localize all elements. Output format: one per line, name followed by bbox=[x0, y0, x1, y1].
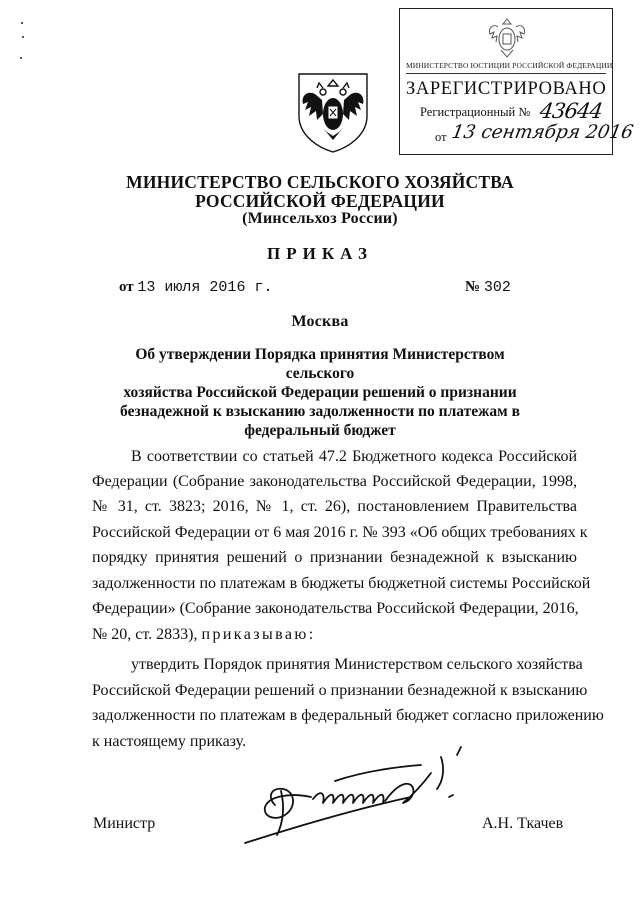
stamp-divider bbox=[406, 73, 606, 74]
order-subject bbox=[104, 345, 536, 440]
ministry-short-name: (Минсельхоз России) bbox=[242, 210, 398, 227]
body-line: В соответствии со статьей 47.2 Бюджетного кодекса Российской bbox=[131, 448, 577, 465]
stamp-reg-number: 43644 bbox=[538, 99, 604, 123]
body-line: Российской Федерации от 6 мая 2016 г. № 393 «Об общих требованиях к bbox=[92, 524, 588, 541]
stamp-registered: ЗАРЕГИСТРИРОВАНО bbox=[406, 79, 607, 99]
stamp-emblem-icon bbox=[485, 15, 529, 61]
order-number-prefix: № bbox=[465, 279, 481, 295]
order-date: 13 июля 2016 г. bbox=[137, 279, 273, 296]
ministry-name-line1: МИНИСТЕРСТВО СЕЛЬСКОГО ХОЗЯЙСТВА bbox=[126, 172, 514, 192]
subject-line: хозяйства Российской Федерации решений о признании bbox=[123, 384, 517, 401]
body-line: задолженности по платежам в федеральный бюджет согласно приложению bbox=[92, 707, 604, 724]
order-number: 302 bbox=[483, 279, 511, 296]
city: Москва bbox=[291, 313, 349, 330]
subject-line: безнадежной к взысканию задолженности по платежам в bbox=[120, 403, 520, 420]
body-line: Российской Федерации решений о признании безнадежной к взысканию bbox=[92, 682, 588, 699]
document-type: ПРИКАЗ bbox=[267, 244, 373, 263]
body-line: № 31, ст. 3823; 2016, № 1, ст. 26), постановлением Правительства bbox=[92, 498, 577, 515]
order-date-prefix: от bbox=[119, 279, 134, 295]
body-line: задолженности по платежам в бюджеты бюджетной системы Российской bbox=[92, 575, 591, 592]
ministry-name-line2: РОССИЙСКОЙ ФЕДЕРАЦИИ bbox=[195, 191, 445, 211]
handwritten-signature bbox=[235, 735, 495, 850]
subject-line: Об утверждении Порядка принятия Министерством сельского bbox=[135, 346, 505, 382]
stamp-date-prefix: от bbox=[435, 130, 447, 144]
body-line: Федерации (Собрание законодательства Российской Федерации, 1998, bbox=[92, 473, 577, 490]
body-line-last bbox=[92, 626, 577, 644]
body-order-word: приказываю: bbox=[201, 626, 316, 643]
stamp-reg-label: Регистрационный № bbox=[420, 105, 531, 119]
body-line: утвердить Порядок принятия Министерством сельского хозяйства bbox=[131, 656, 583, 673]
stamp-ministry: МИНИСТЕРСТВО ЮСТИЦИИ РОССИЙСКОЙ ФЕДЕРАЦИИ bbox=[406, 61, 613, 70]
order-date-row bbox=[119, 279, 272, 296]
body-line: к настоящему приказу. bbox=[92, 733, 247, 750]
signer-name: А.Н. Ткачев bbox=[482, 815, 564, 832]
body-line: Федерации» (Собрание законодательства Российской Федерации, 2016, bbox=[92, 600, 579, 617]
signer-position: Министр bbox=[93, 815, 156, 832]
subject-line: федеральный бюджет bbox=[244, 422, 396, 439]
stamp-date: 13 сентября 2016 bbox=[450, 122, 635, 143]
registration-stamp bbox=[399, 8, 635, 155]
coat-of-arms-icon bbox=[295, 70, 371, 154]
body-line: порядку принятия решений о признании безнадежной к взысканию bbox=[92, 549, 577, 566]
order-number-row bbox=[465, 279, 511, 296]
body-text: № 20, ст. 2833), bbox=[92, 626, 198, 643]
